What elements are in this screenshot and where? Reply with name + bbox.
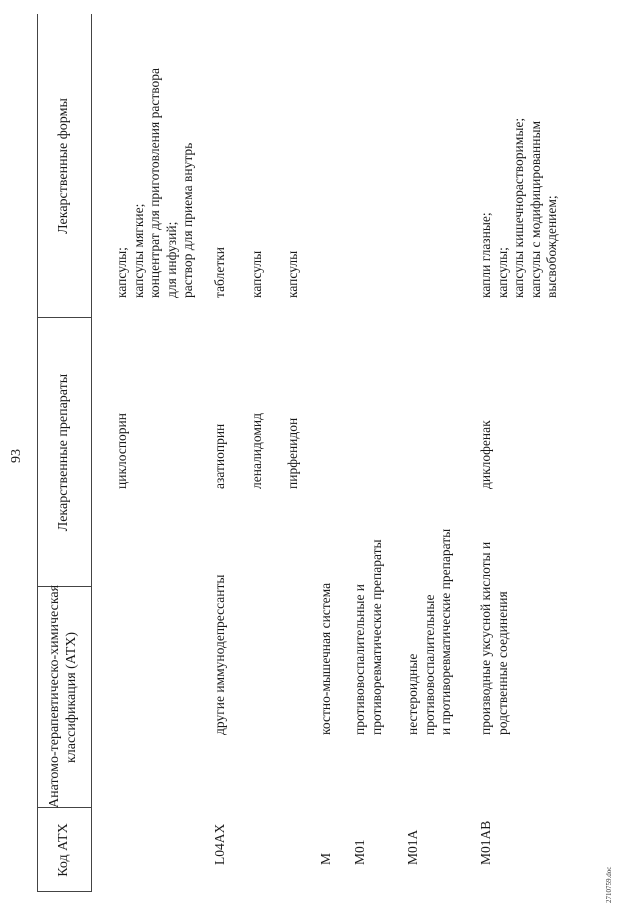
header-dosage-forms: Лекарственные формы (56, 98, 71, 234)
atx-code: M (318, 852, 333, 865)
dosage-forms: таблетки (212, 246, 227, 298)
header-classification: Анатомо-терапевтическо-химическая классификация (АТХ) (47, 584, 79, 808)
drug-name: пирфенидон (285, 417, 300, 489)
header-top-border (37, 14, 38, 892)
dosage-forms: капсулы (285, 250, 300, 298)
atx-classification: другие иммунодепрессанты (212, 574, 227, 735)
atx-classification: производные уксусной кислоты и родственные соединения (478, 541, 510, 735)
header-code-atx: Код АТХ (56, 823, 71, 877)
drug-name: диклофенак (478, 420, 493, 489)
atx-classification: противовоспалительные и противоревматические препараты (352, 539, 384, 735)
dosage-forms: капли глазные; капсулы; капсулы кишечнорастворимые; капсулы с модифицированным высвобождением; (478, 117, 559, 298)
atx-classification: нестероидные противовоспалительные и противоревматические препараты (405, 528, 453, 735)
atx-code: M01 (352, 839, 367, 865)
page-number: 93 (9, 449, 24, 463)
drug-name: леналидомид (249, 412, 264, 489)
atx-code: L04AX (212, 823, 227, 865)
atx-classification: костно-мышечная система (318, 582, 333, 735)
atx-code: M01AB (478, 820, 493, 865)
header-bottom-border (91, 14, 92, 892)
dosage-forms: капсулы; капсулы мягкие; концентрат для приготовления раствора для инфузий; раствор для приема внутрь (114, 67, 195, 298)
dosage-forms: капсулы (249, 250, 264, 298)
footer-filename: 2710759.doc (605, 866, 613, 903)
atx-code: M01A (405, 829, 420, 865)
drug-name: азатиоприн (212, 423, 227, 489)
drug-name: циклоспорин (114, 413, 129, 489)
header-drugs: Лекарственные препараты (56, 373, 71, 532)
